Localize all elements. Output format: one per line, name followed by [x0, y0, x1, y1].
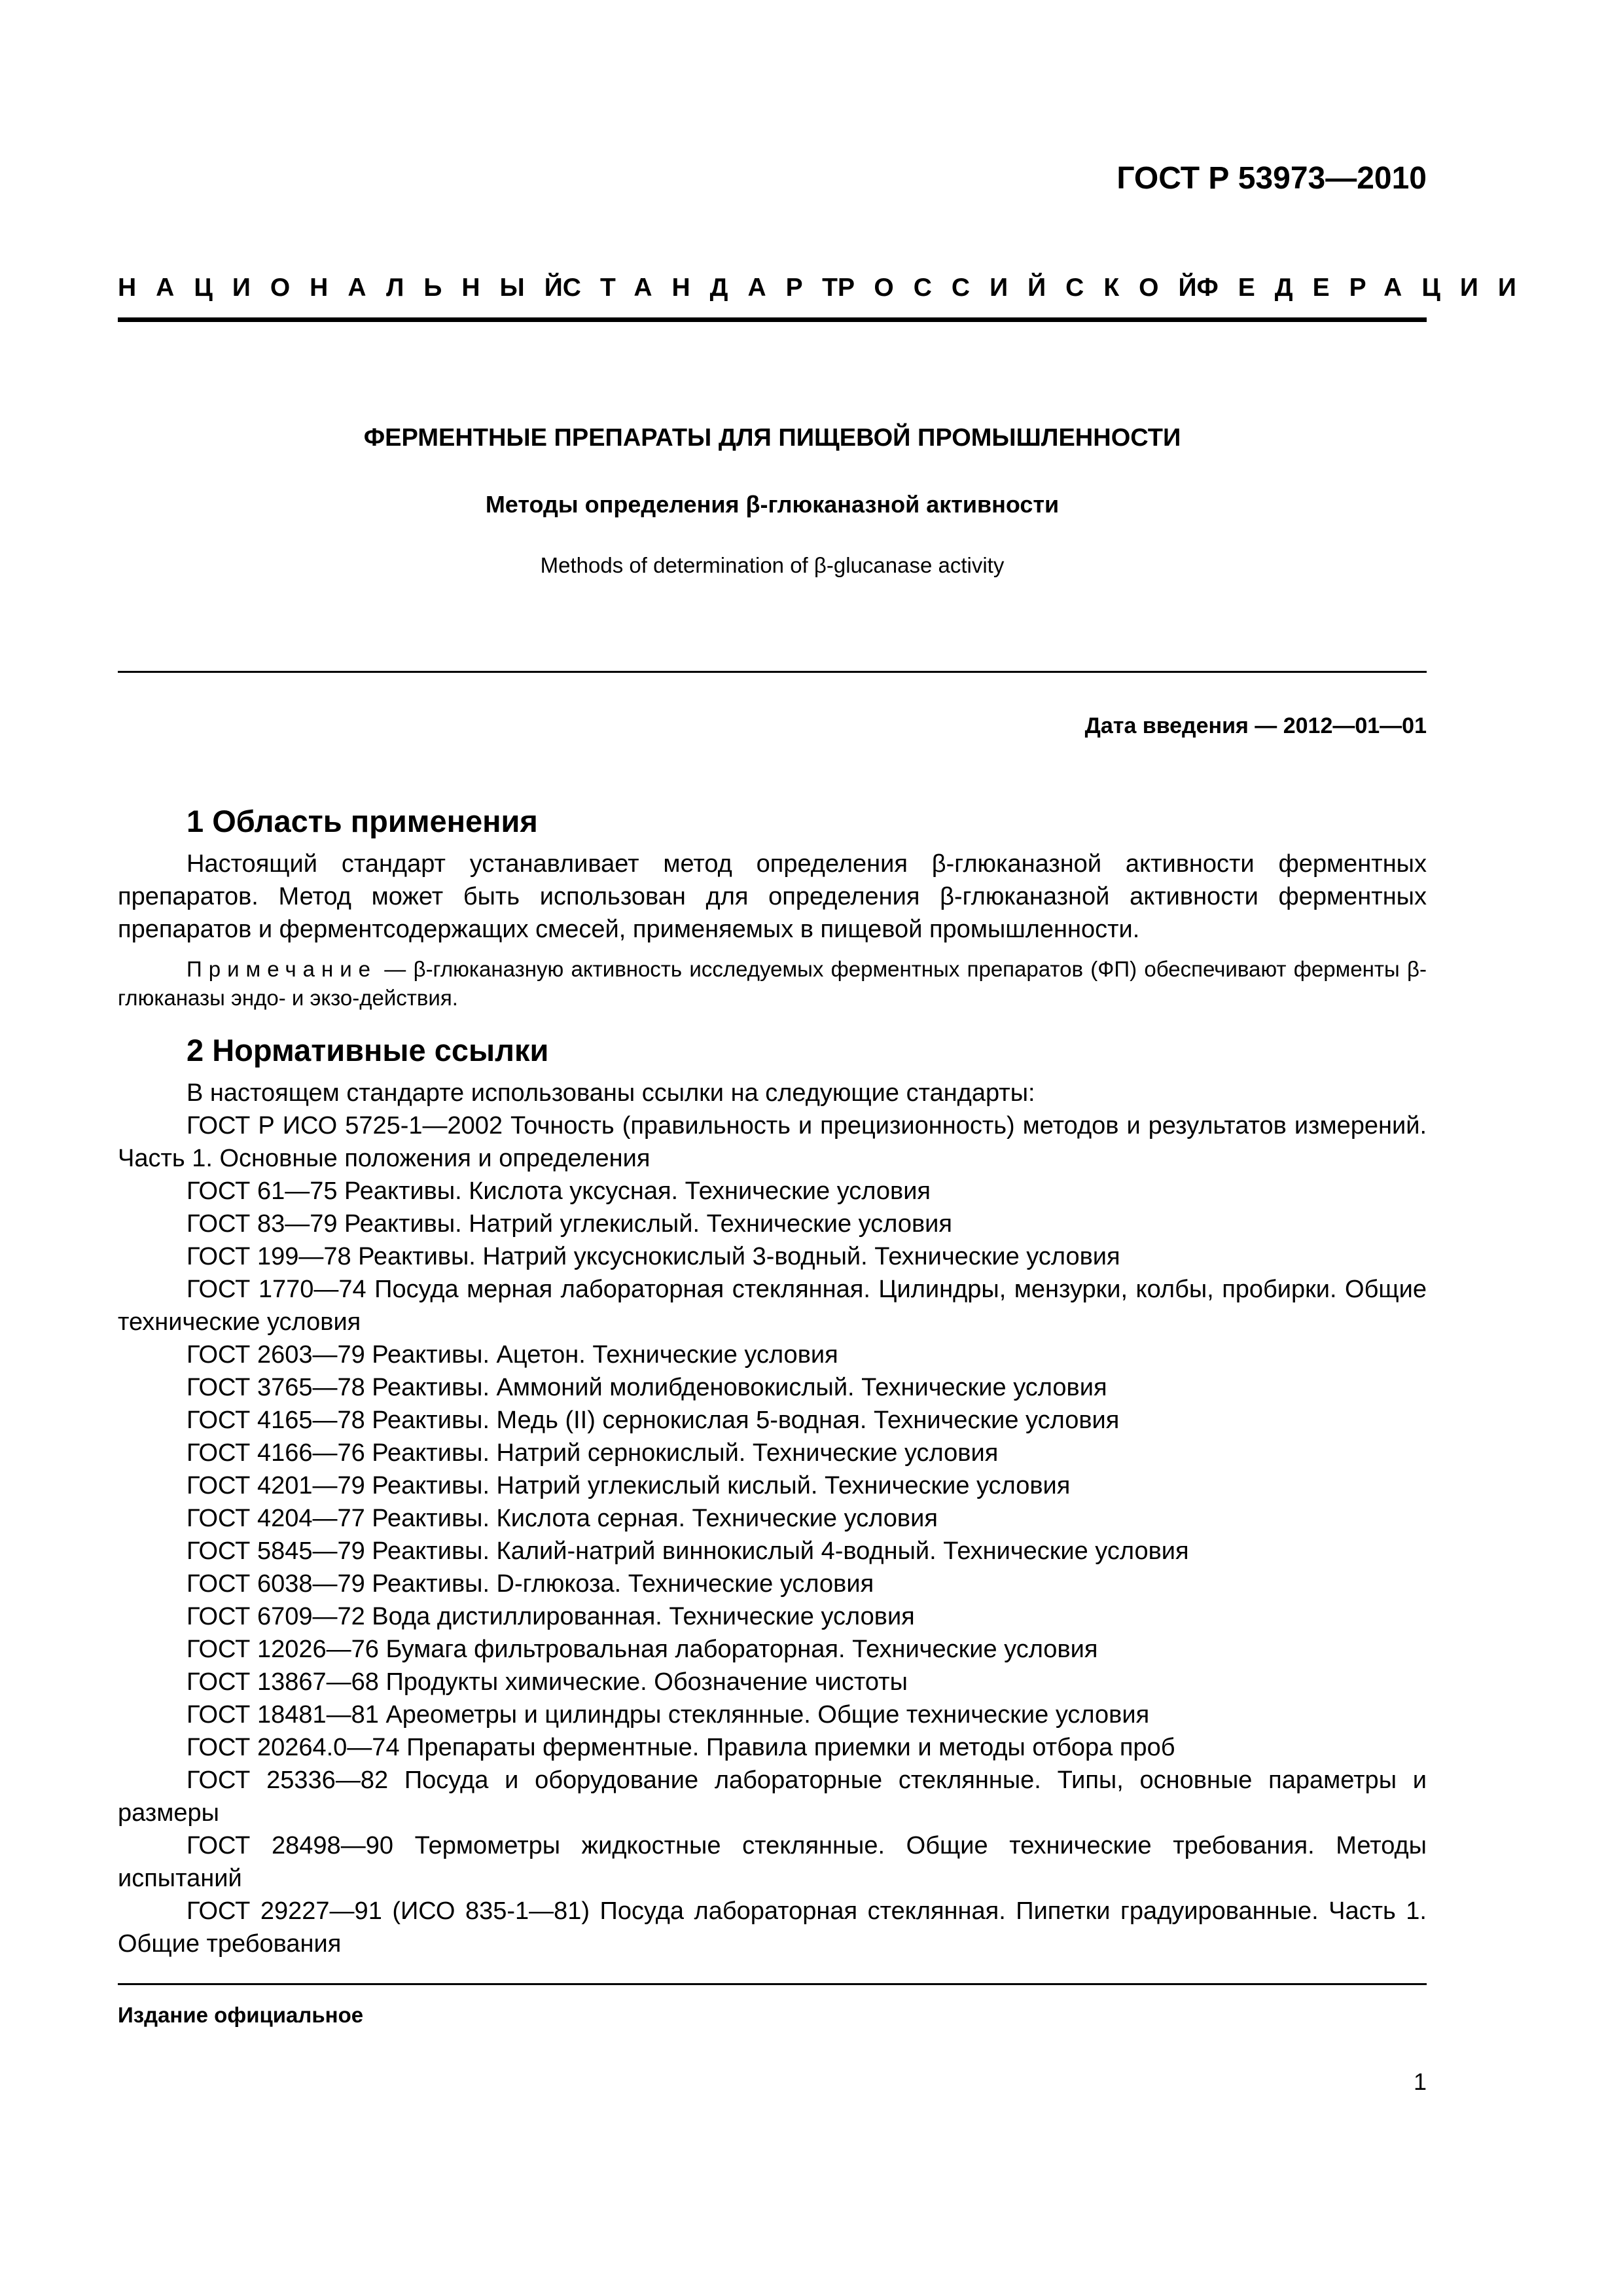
section-heading: 2 Нормативные ссылки [187, 1033, 549, 1067]
banner-word: НАЦИОНАЛЬНЫЙ [118, 274, 582, 302]
reference-item: ГОСТ 20264.0—74 Препараты ферментные. Правила приемки и методы отбора проб [187, 1734, 1175, 1761]
reference-item: ГОСТ 3765—78 Реактивы. Аммоний молибденовокислый. Технические условия [187, 1374, 1107, 1401]
note-text: — β-глюканазную активность исследуемых ферментных препаратов (ФП) обеспечивают ферменты β-глюканазы эндо- и экзо-действия. [118, 957, 1427, 1010]
reference-item: ГОСТ 199—78 Реактивы. Натрий уксуснокислый 3-водный. Технические условия [187, 1243, 1120, 1270]
section-paragraph: Настоящий стандарт устанавливает метод определения β-глюканазной активности ферментных препаратов. Метод может быть использован для определения β-глюканазной активности ферментных препаратов и ферментсодержащих смесей, применяемых в пищевой промышленности. [118, 850, 1427, 943]
section-intro: В настоящем стандарте использованы ссылки на следующие стандарты: [187, 1079, 1035, 1107]
page-number: 1 [1413, 2068, 1427, 2095]
reference-item: ГОСТ 29227—91 (ИСО 835-1—81) Посуда лабораторная стеклянная. Пипетки градуированные. Часть 1. Общие требования [118, 1897, 1427, 1958]
reference-item: ГОСТ 12026—76 Бумага фильтровальная лабораторная. Технические условия [187, 1636, 1098, 1663]
banner-word: СТАНДАРТ [562, 274, 857, 302]
reference-item: ГОСТ 2603—79 Реактивы. Ацетон. Технические условия [187, 1341, 838, 1369]
footer-rule [118, 1983, 1427, 1985]
reference-item: ГОСТ 4204—77 Реактивы. Кислота серная. Технические условия [187, 1505, 938, 1532]
document-number: ГОСТ Р 53973—2010 [1116, 161, 1427, 196]
note-label: Примечание [187, 957, 378, 981]
reference-item: ГОСТ 6709—72 Вода дистиллированная. Технические условия [187, 1603, 915, 1630]
header-rule [118, 317, 1427, 322]
reference-item: ГОСТ 28498—90 Термометры жидкостные стеклянные. Общие технические требования. Методы испытаний [118, 1832, 1427, 1892]
reference-item: ГОСТ 13867—68 Продукты химические. Обозначение чистоты [187, 1668, 908, 1696]
reference-item: ГОСТ 4165—78 Реактивы. Медь (II) сернокислая 5-водная. Технические условия [187, 1407, 1120, 1434]
reference-item: ГОСТ 5845—79 Реактивы. Калий-натрий виннокислый 4-водный. Технические условия [187, 1537, 1189, 1565]
reference-item: ГОСТ 4166—76 Реактивы. Натрий сернокислый. Технические условия [187, 1439, 999, 1467]
banner-word: РОССИЙСКОЙ [837, 274, 1217, 302]
official-edition-label: Издание официальное [118, 2003, 364, 2027]
reference-item: ГОСТ 25336—82 Посуда и оборудование лабораторные стеклянные. Типы, основные параметры и размеры [118, 1767, 1427, 1827]
banner-word: ФЕДЕРАЦИИ [1196, 274, 1536, 302]
reference-item: ГОСТ Р ИСО 5725-1—2002 Точность (правильность и прецизионность) методов и результатов измерений. Часть 1. Основные положения и определения [118, 1112, 1427, 1172]
reference-item: ГОСТ 1770—74 Посуда мерная лабораторная стеклянная. Цилиндры, мензурки, колбы, пробирки. Общие технические условия [118, 1276, 1427, 1336]
document-subtitle: Методы определения β-глюканазной активности [485, 491, 1060, 518]
reference-item: ГОСТ 61—75 Реактивы. Кислота уксусная. Технические условия [187, 1177, 931, 1205]
section-heading: 1 Область применения [187, 804, 538, 838]
reference-item: ГОСТ 18481—81 Ареометры и цилиндры стеклянные. Общие технические условия [187, 1701, 1150, 1729]
reference-item: ГОСТ 4201—79 Реактивы. Натрий углекислый кислый. Технические условия [187, 1472, 1071, 1499]
reference-list [118, 1109, 1427, 1960]
document-title: ФЕРМЕНТНЫЕ ПРЕПАРАТЫ ДЛЯ ПИЩЕВОЙ ПРОМЫШЛЕННОСТИ [363, 424, 1181, 452]
reference-item: ГОСТ 6038—79 Реактивы. D-глюкоза. Технические условия [187, 1570, 874, 1598]
title-rule [118, 671, 1427, 673]
document-body [118, 802, 1427, 1960]
note [118, 955, 1427, 1013]
national-standard-banner [118, 274, 1536, 302]
document-subtitle-english: Methods of determination of β-glucanase activity [540, 553, 1005, 577]
reference-item: ГОСТ 83—79 Реактивы. Натрий углекислый. Технические условия [187, 1210, 952, 1238]
introduction-date: Дата введения — 2012—01—01 [1084, 713, 1427, 738]
